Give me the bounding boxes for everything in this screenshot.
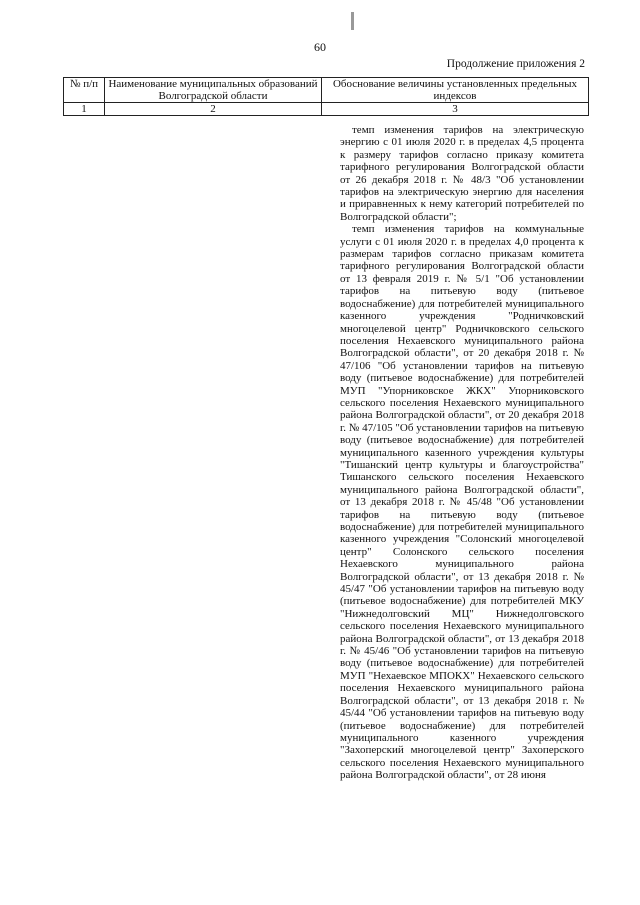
header-col-municipality: Наименование муниципальных образований Волгоградской области (105, 78, 322, 103)
header-col-number: № п/п (64, 78, 105, 103)
table-number-row (64, 103, 589, 116)
paragraph-electricity-tariff: темп изменения тарифов на электрическую энергию с 01 июля 2020 г. в пределах 4,5 процента к размеру тарифов согласно приказу комитета тарифного регулирования Волгоградской области от 26 декабря 2018 г. № 48/3 "Об установлении тарифов на электрическую энергию для населения и приравненных к нему категорий потребителей по Волгоградской области"; (340, 124, 584, 223)
continuation-label: Продолжение приложения 2 (446, 58, 585, 70)
header-col-justification: Обоснование величины установленных предельных индексов (322, 78, 589, 103)
justification-text (340, 124, 584, 782)
column-number-3: 3 (322, 103, 589, 116)
scan-artifact (351, 12, 354, 30)
column-number-2: 2 (105, 103, 322, 116)
table-header-row (64, 78, 589, 103)
paragraph-utility-tariff: темп изменения тарифов на коммунальные услуги с 01 июля 2020 г. в пределах 4,0 процента к размерам тарифов согласно приказам комитета тарифного регулирования Волгоградской области от 13 февраля 2019 г. № 5/1 "Об установлении тарифов на питьевую воду (питьевое водоснабжение) для потребителей муниципального казенного учреждения "Родничковский многоцелевой центр" Родничковского сельского поселения Нехаевского муниципального района Волгоградской области", от 20 декабря 2018 г. № 47/106 "Об установлении тарифов на питьевую воду (питьевое водоснабжение) для потребителей МУП "Упорниковское ЖКХ" Упорниковского сельского поселения Нехаевского муниципального района Волгоградской области", от 20 декабря 2018 г. № 47/105 "Об установлении тарифов на питьевую воду (питьевое водоснабжение) для потребителей муниципального казенного учреждения культуры "Тишанский центр культуры и благоустройства" Тишанского сельского поселения Нехаевского муниципального района Волгоградской области", от 13 декабря 2018 г. № 45/48 "Об установлении тарифов на питьевую воду (питьевое водоснабжение) для потребителей муниципального казенного учреждения "Солонский многоцелевой центр" Солонского сельского поселения Нехаевского муниципального района Волгоградской области", от 13 декабря 2018 г. № 45/47 "Об установлении тарифов на питьевую воду (питьевое водоснабжение) для потребителей МКУ "Нижнедолговский МЦ" Нижнедолговского сельского поселения Нехаевского муниципального района Волгоградской области", от 13 декабря 2018 г. № 45/46 "Об установлении тарифов на питьевую воду (питьевое водоснабжение) для потребителей МУП "Нехаевское МПОКХ" Нехаевского сельского поселения Нехаевского муниципального района Волгоградской области", от 13 декабря 2018 г. № 45/44 "Об установлении тарифов на питьевую воду (питьевое водоснабжение) для потребителей муниципального казенного учреждения "Захоперский многоцелевой центр" Захоперского сельского поселения Нехаевского муниципального района Волгоградской области", от 28 июня (340, 223, 584, 782)
header-table (63, 77, 589, 116)
column-number-1: 1 (64, 103, 105, 116)
page-number: 60 (314, 40, 326, 54)
